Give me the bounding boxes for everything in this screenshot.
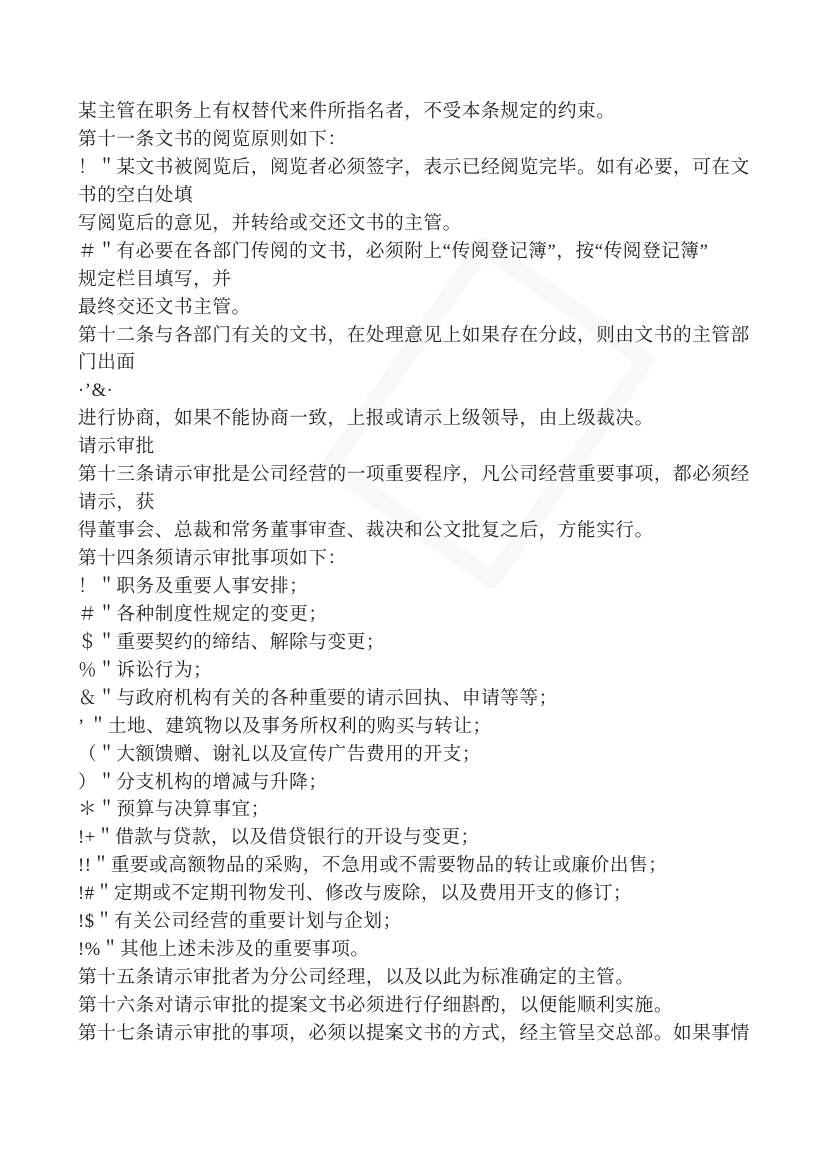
text-line: 最终交还文书主管。 <box>78 296 251 318</box>
text-line: !+＂借款与贷款，以及借贷银行的开设与变更； <box>78 827 480 849</box>
document-body <box>78 98 778 1048</box>
text-line: 请示，获 <box>78 492 155 514</box>
text-line: ＆＂与政府机构有关的各种重要的请示回执、申请等等； <box>78 687 558 709</box>
text-line: （＂大额馈赠、谢礼以及宣传广告费用的开支； <box>78 743 482 765</box>
text-line: 第十七条请示审批的事项，必须以提案文书的方式，经主管呈交总部。如果事情 <box>78 1022 750 1044</box>
text-line: !#＂定期或不定期刊物发刊、修改与废除，以及费用开支的修订； <box>78 883 633 905</box>
text-line: 第十六条对请示审批的提案文书必须进行仔细斟酌，以便能顺利实施。 <box>78 995 674 1016</box>
text-line: 某主管在职务上有权替代来件所指名者，不受本条规定的约束。 <box>78 101 616 122</box>
text-line: 第十三条请示审批是公司经营的一项重要程序，凡公司经营重要事项，都必须经 <box>78 464 750 486</box>
text-line: ％＂诉讼行为； <box>78 659 213 681</box>
text-line: 写阅览后的意见，并转给或交还文书的主管。 <box>78 212 462 234</box>
text-line: 进行协商，如果不能协商一致，上报或请示上级领导，由上级裁决。 <box>78 408 654 430</box>
text-line: ’ ＂土地、建筑物以及事务所权利的购买与转让； <box>78 715 492 737</box>
text-line: 第十一条文书的阅览原则如下： <box>78 128 347 150</box>
text-line: 门出面 <box>78 352 136 374</box>
text-line: ＊＂预算与决算事宜； <box>78 799 270 821</box>
text-line: ＄＂重要契约的缔结、解除与变更； <box>78 631 386 653</box>
text-line: 请示审批 <box>78 436 155 458</box>
text-line: 规定栏目填写，并 <box>78 268 232 290</box>
text-line: 第十二条与各部门有关的文书，在处理意见上如果存在分歧，则由文书的主管部 <box>78 324 750 346</box>
text-line: !%＂其他上述未涉及的重要事项。 <box>78 939 370 961</box>
text-line: ）＂分支机构的增减与升降； <box>78 771 328 793</box>
text-line: !!＂重要或高额物品的采购，不急用或不需要物品的转让或廉价出售； <box>78 855 668 877</box>
text-line: ·’&· <box>78 380 114 402</box>
text-line: 第十四条须请示审批事项如下： <box>78 548 347 569</box>
text-line: ＃＂有必要在各部门传阅的文书，必须附上“传阅登记簿”，按“传阅登记簿” <box>78 240 709 262</box>
text-line: !$＂有关公司经营的重要计划与企划； <box>78 911 402 933</box>
text-line: 第十五条请示审批者为分公司经理，以及以此为标准确定的主管。 <box>78 967 635 989</box>
text-line: 书的空白处填 <box>78 184 194 206</box>
text-line: ＃＂各种制度性规定的变更； <box>78 603 328 625</box>
text-line: ！＂某文书被阅览后，阅览者必须签字，表示已经阅览完毕。如有必要，可在文 <box>78 156 750 178</box>
text-line: ！＂职务及重要人事安排； <box>78 575 309 597</box>
text-line: 得董事会、总裁和常务董事审查、裁决和公文批复之后，方能实行。 <box>78 520 654 542</box>
